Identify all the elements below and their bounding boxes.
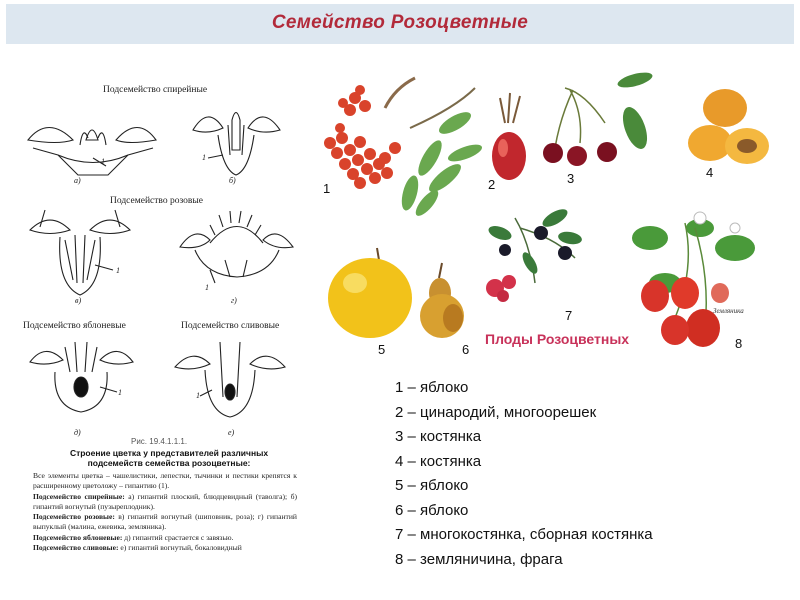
- raspberry-blackberry-fruit-image: [486, 206, 583, 302]
- caption-text-4: е) гипантий вогнутый, бокаловидный: [118, 543, 242, 553]
- legend-item-6: 6 – яблоко: [395, 501, 469, 519]
- callout-1-g: 1: [205, 283, 209, 292]
- title-bar: [6, 4, 794, 44]
- strawberry-label: Земляника: [713, 307, 744, 315]
- cherry-fruit-image: [543, 70, 654, 166]
- callout-1-e: 1: [196, 391, 200, 400]
- caption-head-1: Подсемейство спирейные:: [33, 491, 125, 501]
- callout-1-d: 1: [118, 388, 122, 397]
- spiraeoideae-flower-diagrams: [18, 100, 288, 190]
- subfamily-rosoideae-heading: Подсемейство розовые: [110, 196, 203, 206]
- maloideae-prunoideae-flower-diagrams: [25, 332, 300, 432]
- fruit-number-7: 7: [565, 308, 573, 323]
- caption-head-3: Подсемейство яблоневые:: [33, 532, 123, 542]
- legend-item-8: 8 – земляничина, фрага: [395, 550, 563, 568]
- fig-label-a: а): [74, 176, 81, 185]
- fruit-number-4: 4: [706, 165, 714, 180]
- fruit-number-6: 6: [462, 342, 470, 357]
- fruit-number-2: 2: [488, 177, 496, 192]
- caption-head-2: Подсемейство розовые:: [33, 512, 115, 522]
- legend-item-7: 7 – многокостянка, сборная костянка: [395, 526, 653, 543]
- caption-text-1: а) гипантий плоский, блюдцевидный (таволга); б) гипантий вогнутый (пузыреплодник).: [33, 491, 297, 511]
- caption-text-2: в) гипантий вогнутый (шиповник, роза); г) гипантий выпуклый (малина, ежевика, земляника).: [33, 512, 297, 532]
- legend-item-5: 5 – яблоко: [395, 477, 469, 494]
- rosoideae-flower-diagrams: [25, 205, 300, 305]
- figure-caption-title: Строение цветка у представителей различных подсемейств семейства розоцветные:: [69, 448, 269, 468]
- fig-label-g: г): [231, 296, 237, 305]
- fig-label-b: б): [229, 176, 236, 185]
- fig-label-d: д): [74, 428, 81, 437]
- subfamily-prunoideae-heading: Подсемейство сливовые: [181, 321, 280, 331]
- fruit-number-8: 8: [735, 336, 743, 351]
- page-title: Семейство Розоцветные: [271, 12, 529, 33]
- fruit-number-3: 3: [567, 171, 575, 186]
- callout-1-b: 1: [202, 153, 206, 162]
- fig-label-v: в): [75, 296, 82, 305]
- fruit-number-1: 1: [323, 181, 331, 196]
- fruit-legend: [395, 376, 653, 572]
- rosehip-fruit-image: [492, 93, 526, 180]
- rowan-fruit-image: [324, 78, 484, 219]
- pear-fruit-image: [420, 263, 464, 338]
- legend-item-3: 3 – костянка: [395, 428, 482, 445]
- caption-intro: Все элементы цветка – чашелистики, лепестки, тычинки и пестики крепятся к расширенному цветоложу – гипантию (1).: [33, 471, 297, 491]
- fruits-title: Плоды Розоцветных: [485, 331, 630, 347]
- apple-fruit-image: [328, 248, 412, 338]
- figure-caption-body: [33, 471, 297, 553]
- legend-item-4: 4 – костянка: [395, 452, 482, 470]
- caption-head-4: Подсемейство сливовые:: [33, 543, 119, 553]
- callout-1-v: 1: [116, 266, 120, 275]
- apricot-fruit-image: [688, 89, 769, 164]
- legend-item-2: 2 – цинародий, многоорешек: [395, 403, 597, 421]
- subfamily-maloideae-heading: Подсемейство яблоневые: [23, 321, 126, 331]
- fruit-number-5: 5: [378, 342, 386, 357]
- fig-label-e: е): [228, 428, 235, 437]
- subfamily-spiraeoideae-heading: Подсемейство спирейные: [103, 85, 208, 95]
- strawberry-fruit-image: [632, 212, 755, 347]
- callout-1-a: 1: [101, 157, 105, 166]
- legend-item-1: 1 – яблоко: [395, 379, 469, 396]
- figure-number: Рис. 19.4.1.1.1.: [131, 437, 188, 446]
- caption-text-3: д) гипантий срастается с завязью.: [122, 532, 234, 542]
